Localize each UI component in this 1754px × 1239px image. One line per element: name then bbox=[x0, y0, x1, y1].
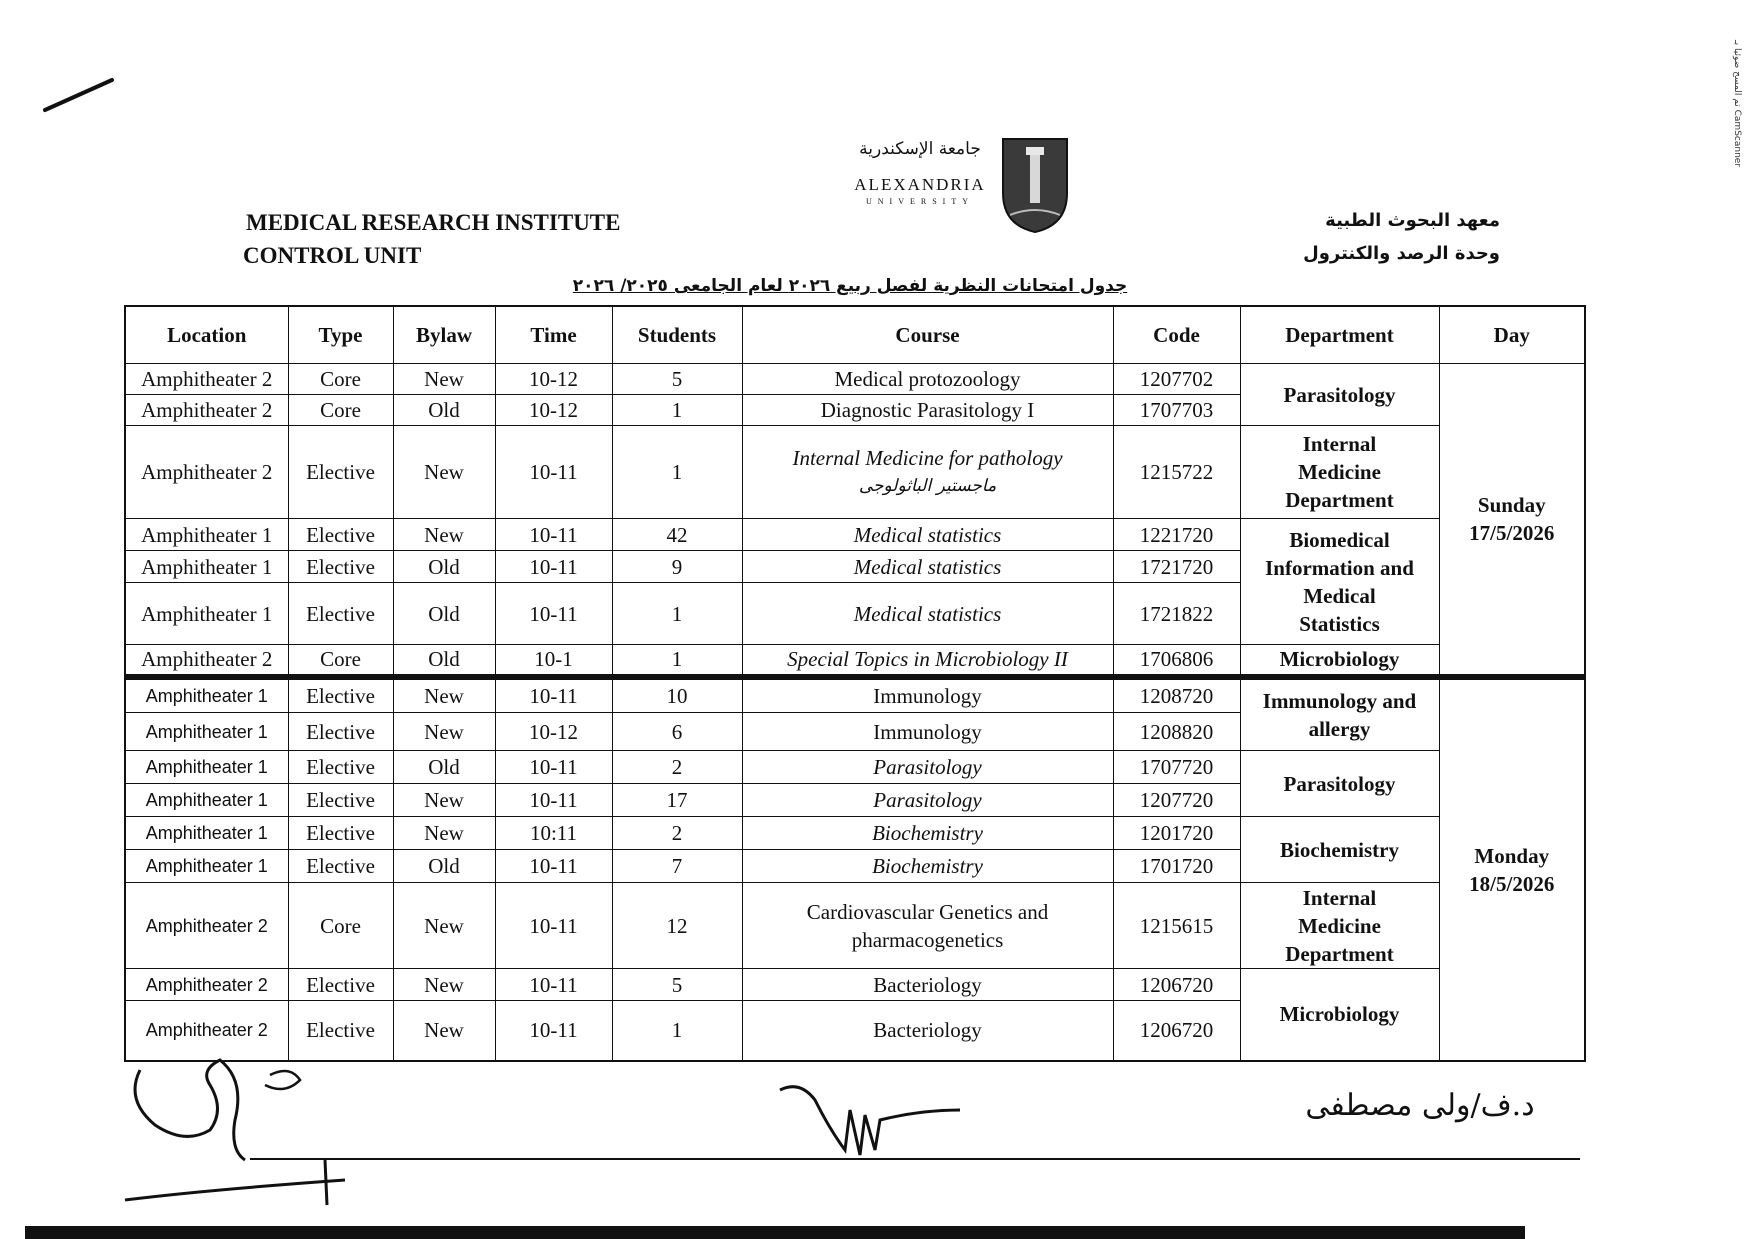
header-time: Time bbox=[495, 306, 612, 364]
cell-department-internal-medicine: Internal Medicine Department bbox=[1240, 426, 1439, 519]
cell-type: Elective bbox=[288, 713, 393, 751]
pen-mark bbox=[40, 70, 120, 120]
cell-code: 1707703 bbox=[1113, 395, 1240, 426]
cell-time: 10-12 bbox=[495, 364, 612, 395]
table-row bbox=[125, 883, 1585, 969]
cell-time: 10-11 bbox=[495, 519, 612, 551]
cell-time: 10:11 bbox=[495, 817, 612, 850]
cell-course: Cardiovascular Genetics and pharmacogenetics bbox=[742, 883, 1113, 969]
cell-type: Elective bbox=[288, 583, 393, 645]
cell-location: Amphitheater 1 bbox=[125, 519, 288, 551]
cell-bylaw: New bbox=[393, 364, 495, 395]
cell-time: 10-11 bbox=[495, 583, 612, 645]
cell-bylaw: New bbox=[393, 883, 495, 969]
cell-location: Amphitheater 2 bbox=[125, 969, 288, 1001]
cell-time: 10-12 bbox=[495, 713, 612, 751]
cell-type: Core bbox=[288, 883, 393, 969]
day-date: 17/5/2026 bbox=[1469, 520, 1555, 545]
cell-type: Core bbox=[288, 364, 393, 395]
table-row bbox=[125, 751, 1585, 784]
cell-location: Amphitheater 1 bbox=[125, 817, 288, 850]
cell-code: 1208720 bbox=[1113, 677, 1240, 713]
cell-location: Amphitheater 2 bbox=[125, 883, 288, 969]
cell-course: Medical statistics bbox=[742, 551, 1113, 583]
cell-time: 10-11 bbox=[495, 751, 612, 784]
table-row bbox=[125, 645, 1585, 677]
cell-bylaw: New bbox=[393, 969, 495, 1001]
cell-code: 1207720 bbox=[1113, 784, 1240, 817]
cell-department-parasitology: Parasitology bbox=[1240, 364, 1439, 426]
table-row bbox=[125, 519, 1585, 551]
cell-course: Medical statistics bbox=[742, 519, 1113, 551]
course-title: Internal Medicine for pathology bbox=[792, 446, 1063, 470]
cell-bylaw: Old bbox=[393, 583, 495, 645]
cell-location: Amphitheater 1 bbox=[125, 751, 288, 784]
cell-location: Amphitheater 1 bbox=[125, 784, 288, 817]
cell-code: 1721720 bbox=[1113, 551, 1240, 583]
cell-location: Amphitheater 1 bbox=[125, 583, 288, 645]
cell-code: 1707720 bbox=[1113, 751, 1240, 784]
cell-bylaw: New bbox=[393, 519, 495, 551]
cell-course: Parasitology bbox=[742, 751, 1113, 784]
cell-department-microbiology: Microbiology bbox=[1240, 645, 1439, 677]
cell-location: Amphitheater 1 bbox=[125, 551, 288, 583]
schedule-title: جدول امتحانات النظرية لفصل ربيع ٢٠٢٦ لعام الجامعى ٢٠٢٥/ ٢٠٢٦ bbox=[572, 276, 1128, 296]
cell-time: 10-11 bbox=[495, 850, 612, 883]
cell-course bbox=[742, 426, 1113, 519]
cell-students: 6 bbox=[612, 713, 742, 751]
cell-type: Elective bbox=[288, 817, 393, 850]
cell-type: Elective bbox=[288, 784, 393, 817]
unit-name-en: CONTROL UNIT bbox=[243, 243, 422, 268]
cell-time: 10-11 bbox=[495, 1001, 612, 1061]
header-type: Type bbox=[288, 306, 393, 364]
lighthouse-emblem-icon bbox=[1000, 135, 1070, 235]
cell-bylaw: Old bbox=[393, 395, 495, 426]
cell-code: 1208820 bbox=[1113, 713, 1240, 751]
cell-students: 1 bbox=[612, 1001, 742, 1061]
cell-department-biochemistry: Biochemistry bbox=[1240, 817, 1439, 883]
logo-subtitle: UNIVERSITY bbox=[866, 197, 974, 206]
cell-type: Elective bbox=[288, 426, 393, 519]
cell-students: 5 bbox=[612, 364, 742, 395]
cell-type: Elective bbox=[288, 519, 393, 551]
cell-location: Amphitheater 2 bbox=[125, 364, 288, 395]
cell-bylaw: New bbox=[393, 1001, 495, 1061]
header-code: Code bbox=[1113, 306, 1240, 364]
signature-right: د.ف/ولى مصطفى bbox=[1305, 1088, 1535, 1123]
cell-students: 9 bbox=[612, 551, 742, 583]
cell-course: Biochemistry bbox=[742, 817, 1113, 850]
scan-bottom-edge bbox=[25, 1226, 1525, 1239]
cell-location: Amphitheater 1 bbox=[125, 713, 288, 751]
cell-location: Amphitheater 2 bbox=[125, 645, 288, 677]
day-name: Sunday bbox=[1477, 492, 1546, 517]
cell-code: 1207702 bbox=[1113, 364, 1240, 395]
cell-course: Immunology bbox=[742, 713, 1113, 751]
signature-left bbox=[115, 1040, 375, 1210]
cell-location: Amphitheater 2 bbox=[125, 395, 288, 426]
cell-type: Elective bbox=[288, 1001, 393, 1061]
cell-department-parasitology: Parasitology bbox=[1240, 751, 1439, 817]
cell-students: 5 bbox=[612, 969, 742, 1001]
cell-day-monday bbox=[1439, 677, 1585, 1061]
cell-students: 1 bbox=[612, 645, 742, 677]
side-note: تم المسح ضوئيا بـ CamScanner bbox=[1732, 40, 1742, 168]
cell-location: Amphitheater 1 bbox=[125, 850, 288, 883]
cell-course: Diagnostic Parasitology I bbox=[742, 395, 1113, 426]
logo-arabic: جامعة الإسكندرية bbox=[859, 139, 981, 159]
table-row bbox=[125, 426, 1585, 519]
header-course: Course bbox=[742, 306, 1113, 364]
cell-students: 1 bbox=[612, 426, 742, 519]
cell-location: Amphitheater 1 bbox=[125, 677, 288, 713]
cell-bylaw: New bbox=[393, 677, 495, 713]
cell-students: 1 bbox=[612, 583, 742, 645]
cell-bylaw: New bbox=[393, 784, 495, 817]
cell-time: 10-11 bbox=[495, 883, 612, 969]
cell-bylaw: Old bbox=[393, 850, 495, 883]
cell-day-sunday bbox=[1439, 364, 1585, 677]
cell-students: 12 bbox=[612, 883, 742, 969]
table-row bbox=[125, 969, 1585, 1001]
cell-code: 1201720 bbox=[1113, 817, 1240, 850]
cell-course: Biochemistry bbox=[742, 850, 1113, 883]
cell-course: Parasitology bbox=[742, 784, 1113, 817]
cell-course: Immunology bbox=[742, 677, 1113, 713]
cell-code: 1206720 bbox=[1113, 1001, 1240, 1061]
cell-location: Amphitheater 2 bbox=[125, 426, 288, 519]
cell-type: Elective bbox=[288, 551, 393, 583]
cell-department-biomedical: Biomedical Information and Medical Statistics bbox=[1240, 519, 1439, 645]
course-title-ar: ماجستير الباثولوجى bbox=[858, 476, 997, 496]
unit-name-ar: وحدة الرصد والكنترول bbox=[1303, 243, 1500, 264]
cell-bylaw: Old bbox=[393, 551, 495, 583]
logo-english: ALEXANDRIA bbox=[854, 175, 986, 194]
cell-department-internal-medicine: Internal Medicine Department bbox=[1240, 883, 1439, 969]
cell-department-microbiology: Microbiology bbox=[1240, 969, 1439, 1061]
cell-course: Medical statistics bbox=[742, 583, 1113, 645]
institute-name-en: MEDICAL RESEARCH INSTITUTE bbox=[246, 210, 621, 235]
cell-students: 42 bbox=[612, 519, 742, 551]
cell-students: 2 bbox=[612, 751, 742, 784]
header-bylaw: Bylaw bbox=[393, 306, 495, 364]
cell-type: Core bbox=[288, 395, 393, 426]
day-name: Monday bbox=[1474, 843, 1550, 868]
cell-code: 1221720 bbox=[1113, 519, 1240, 551]
cell-students: 1 bbox=[612, 395, 742, 426]
header-day: Day bbox=[1439, 306, 1585, 364]
cell-course: Special Topics in Microbiology II bbox=[742, 645, 1113, 677]
cell-type: Core bbox=[288, 645, 393, 677]
institute-name-ar: معهد البحوث الطبية bbox=[1325, 210, 1500, 231]
table-row bbox=[125, 364, 1585, 395]
cell-time: 10-11 bbox=[495, 784, 612, 817]
cell-time: 10-1 bbox=[495, 645, 612, 677]
cell-course: Bacteriology bbox=[742, 1001, 1113, 1061]
signature-center bbox=[770, 1070, 970, 1170]
cell-department-immunology: Immunology and allergy bbox=[1240, 677, 1439, 751]
header-location: Location bbox=[125, 306, 288, 364]
cell-bylaw: Old bbox=[393, 751, 495, 784]
cell-location: Amphitheater 2 bbox=[125, 1001, 288, 1061]
cell-course: Bacteriology bbox=[742, 969, 1113, 1001]
cell-bylaw: New bbox=[393, 817, 495, 850]
cell-bylaw: Old bbox=[393, 645, 495, 677]
cell-type: Elective bbox=[288, 751, 393, 784]
cell-code: 1215722 bbox=[1113, 426, 1240, 519]
cell-students: 10 bbox=[612, 677, 742, 713]
cell-code: 1215615 bbox=[1113, 883, 1240, 969]
cell-time: 10-11 bbox=[495, 677, 612, 713]
cell-type: Elective bbox=[288, 969, 393, 1001]
table-row bbox=[125, 817, 1585, 850]
cell-students: 17 bbox=[612, 784, 742, 817]
cell-type: Elective bbox=[288, 850, 393, 883]
cell-code: 1706806 bbox=[1113, 645, 1240, 677]
header-students: Students bbox=[612, 306, 742, 364]
cell-students: 7 bbox=[612, 850, 742, 883]
cell-code: 1206720 bbox=[1113, 969, 1240, 1001]
cell-code: 1721822 bbox=[1113, 583, 1240, 645]
cell-time: 10-11 bbox=[495, 551, 612, 583]
cell-time: 10-12 bbox=[495, 395, 612, 426]
cell-time: 10-11 bbox=[495, 426, 612, 519]
cell-bylaw: New bbox=[393, 713, 495, 751]
day-date: 18/5/2026 bbox=[1469, 871, 1555, 896]
university-logo bbox=[840, 135, 1080, 235]
header-department: Department bbox=[1240, 306, 1439, 364]
cell-bylaw: New bbox=[393, 426, 495, 519]
cell-students: 2 bbox=[612, 817, 742, 850]
exam-schedule-table bbox=[124, 305, 1586, 1062]
cell-course: Medical protozoology bbox=[742, 364, 1113, 395]
cell-type: Elective bbox=[288, 677, 393, 713]
cell-code: 1701720 bbox=[1113, 850, 1240, 883]
table-row bbox=[125, 677, 1585, 713]
cell-time: 10-11 bbox=[495, 969, 612, 1001]
